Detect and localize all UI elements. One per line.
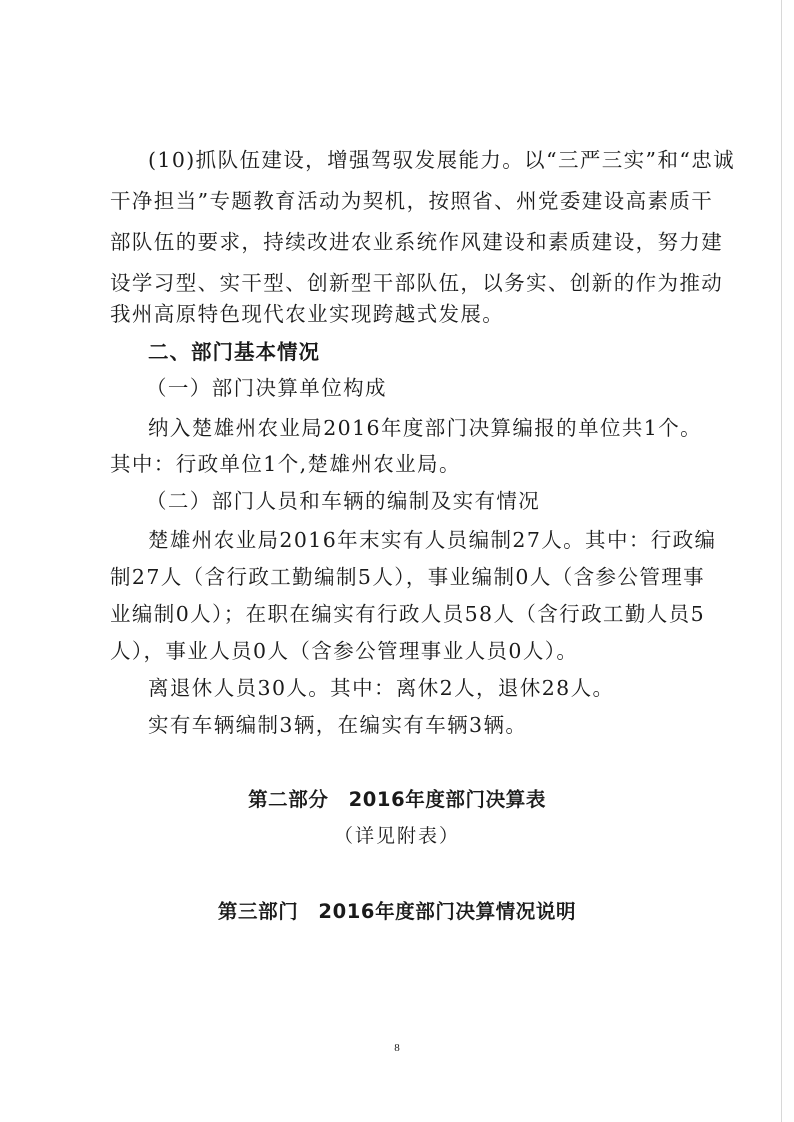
subsection-2-line-2: 制27人（含行政工勤编制5人），事业编制0人（含参公管理事 bbox=[110, 565, 706, 589]
subsection-2-line-3: 业编制0人）；在职在编实有行政人员58人（含行政工勤人员5 bbox=[110, 602, 706, 626]
part-3-title: 第三部门 2016年度部门决算情况说明 bbox=[217, 900, 577, 923]
paragraph-10-line-1: (10)抓队伍建设，增强驾驭发展能力。以“三严三实”和“忠诚 bbox=[148, 148, 736, 172]
retired-staff-line: 离退休人员30人。其中：离休2人，退休28人。 bbox=[148, 676, 615, 700]
subsection-1-line-2: 其中：行政单位1个,楚雄州农业局。 bbox=[110, 452, 461, 476]
subsection-1-line-1: 纳入楚雄州农业局2016年度部门决算编报的单位共1个。 bbox=[148, 416, 703, 440]
paragraph-10-line-2: 干净担当”专题教育活动为契机，按照省、州党委建设高素质干 bbox=[110, 189, 714, 213]
subsection-1-title: （一）部门决算单位构成 bbox=[146, 376, 387, 400]
scan-edge-line bbox=[781, 0, 782, 1122]
subsection-2-line-1: 楚雄州农业局2016年末实有人员编制27人。其中：行政编 bbox=[148, 528, 717, 552]
paragraph-10-line-3: 部队伍的要求，持续改进农业系统作风建设和素质建设，努力建 bbox=[110, 230, 724, 254]
paragraph-10-line-5: 我州高原特色现代农业实现跨越式发展。 bbox=[110, 302, 505, 326]
part-2-title: 第二部分 2016年度部门决算表 bbox=[248, 788, 546, 811]
paragraph-10-line-4: 设学习型、实干型、创新型干部队伍，以务实、创新的作为推动 bbox=[110, 271, 724, 295]
section-2-title: 二、部门基本情况 bbox=[148, 340, 320, 364]
part-2-note: （详见附表） bbox=[333, 825, 460, 847]
subsection-2-line-4: 人），事业人员0人（含参公管理事业人员0人）。 bbox=[110, 639, 579, 663]
subsection-2-title: （二）部门人员和车辆的编制及实有情况 bbox=[146, 489, 541, 513]
page-number: 8 bbox=[394, 1042, 400, 1054]
vehicles-line: 实有车辆编制3辆，在编实有车辆3辆。 bbox=[148, 713, 528, 737]
